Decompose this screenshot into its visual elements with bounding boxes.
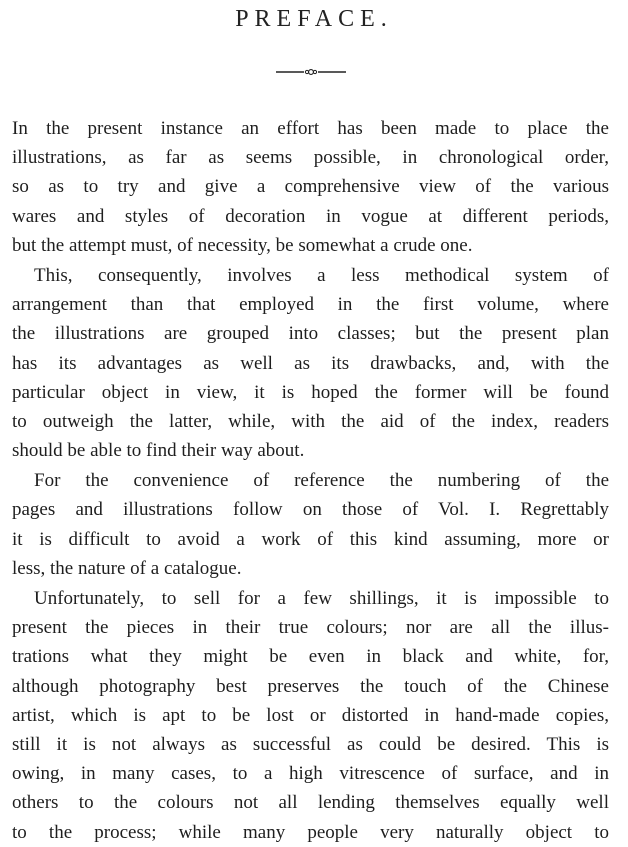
text-line: present the pieces in their true colours; nor are all the illus- [12, 617, 609, 639]
text-line: others to the colours not all lending themselves equally well [12, 792, 609, 814]
text-line: it is difficult to avoid a work of this kind assuming, more or [12, 528, 609, 550]
text-line: owing, in many cases, to a high vitrescence of surface, and in [12, 763, 609, 785]
text-line: to outweigh the latter, while, with the aid of the index, readers [12, 410, 609, 432]
text-line: less, the nature of a catalogue. [12, 557, 242, 579]
text-line: trations what they might be even in black and white, for, [12, 646, 609, 668]
text-line: although photography best preserves the touch of the Chinese [12, 675, 609, 697]
body-text [12, 114, 609, 847]
text-line: so as to try and give a comprehensive view of the various [12, 176, 609, 198]
text-line: to the process; while many people very naturally object to [12, 821, 609, 843]
text-line: still it is not always as successful as could be desired. This is [12, 733, 609, 755]
text-line: artist, which is apt to be lost or distorted in hand-made copies, [12, 704, 609, 726]
text-line: should be able to find their way about. [12, 440, 305, 462]
text-line: Unfortunately, to sell for a few shillings, it is impossible to [34, 588, 609, 609]
text-line: pages and illustrations follow on those of Vol. I. Regrettably [12, 499, 609, 521]
text-line: but the attempt must, of necessity, be somewhat a crude one. [12, 234, 473, 256]
text-line: illustrations, as far as seems possible, in chronological order, [12, 147, 609, 169]
text-line: the illustrations are grouped into classes; but the present plan [12, 323, 609, 345]
ornament-divider [274, 66, 348, 78]
text-line: For the convenience of reference the numbering of the [34, 470, 609, 492]
text-line: has its advantages as well as its drawbacks, and, with the [12, 352, 609, 374]
text-line: arrangement than that employed in the first volume, where [12, 294, 609, 316]
text-line: wares and styles of decoration in vogue at different periods, [12, 205, 609, 227]
page-title: PREFACE. [235, 6, 393, 32]
text-line: This, consequently, involves a less methodical system of [34, 264, 609, 286]
text-line: particular object in view, it is hoped the former will be found [12, 381, 609, 403]
text-line: In the present instance an effort has been made to place the [12, 118, 609, 139]
